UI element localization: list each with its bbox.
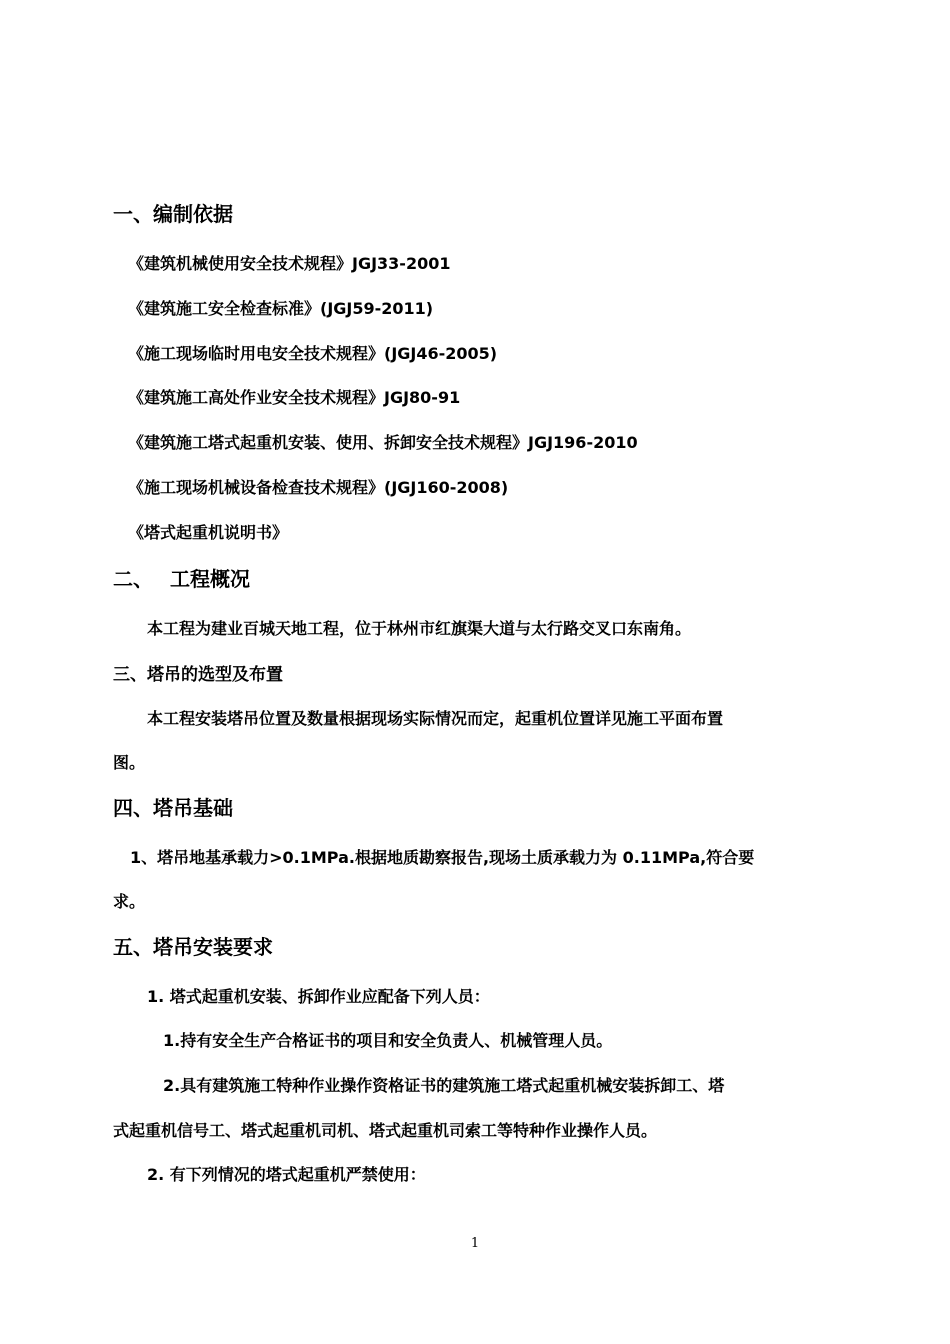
- section-heading-installation: 五、塔吊安装要求: [113, 935, 273, 959]
- section-heading-number: 二、: [113, 567, 153, 591]
- section-heading-overview: 工程概况: [170, 567, 250, 591]
- crane-selection-text-cont: 图。: [113, 753, 146, 772]
- reference-item: 《建筑施工高处作业安全技术规程》JGJ80-91: [128, 388, 461, 407]
- overview-text: 本工程为建业百城天地工程，位于林州市红旗渠大道与太行路交叉口东南角。: [147, 619, 692, 638]
- section-heading-basis: 一、编制依据: [113, 202, 233, 226]
- page-number: 1: [470, 1236, 480, 1251]
- reference-item: 《施工现场机械设备检查技术规程》(JGJ160-2008): [128, 478, 509, 497]
- reference-item: 《建筑施工安全检查标准》(JGJ59-2011): [128, 299, 434, 318]
- installation-subitem-2-cont: 式起重机信号工、塔式起重机司机、塔式起重机司索工等特种作业操作人员。: [113, 1121, 658, 1140]
- reference-item: 《建筑施工塔式起重机安装、使用、拆卸安全技术规程》JGJ196-2010: [128, 433, 638, 452]
- installation-item-1: 1. 塔式起重机安装、拆卸作业应配备下列人员：: [147, 987, 490, 1006]
- reference-item: 《建筑机械使用安全技术规程》JGJ33-2001: [128, 254, 451, 273]
- foundation-text: 1、塔吊地基承载力>0.1MPa.根据地质勘察报告,现场土质承载力为 0.11MPa,符合要: [130, 848, 755, 867]
- reference-item: 《塔式起重机说明书》: [128, 523, 289, 542]
- installation-item-2: 2. 有下列情况的塔式起重机严禁使用：: [147, 1165, 426, 1184]
- installation-subitem-1: 1.持有安全生产合格证书的项目和安全负责人、机械管理人员。: [163, 1031, 613, 1050]
- crane-selection-text: 本工程安装塔吊位置及数量根据现场实际情况而定，起重机位置详见施工平面布置: [147, 709, 724, 728]
- section-heading-crane-selection: 三、塔吊的选型及布置: [113, 665, 283, 685]
- reference-item: 《施工现场临时用电安全技术规程》(JGJ46-2005): [128, 344, 498, 363]
- foundation-text-cont: 求。: [113, 892, 146, 911]
- installation-subitem-2: 2.具有建筑施工特种作业操作资格证书的建筑施工塔式起重机械安装拆卸工、塔: [163, 1076, 725, 1095]
- section-heading-foundation: 四、塔吊基础: [113, 796, 233, 820]
